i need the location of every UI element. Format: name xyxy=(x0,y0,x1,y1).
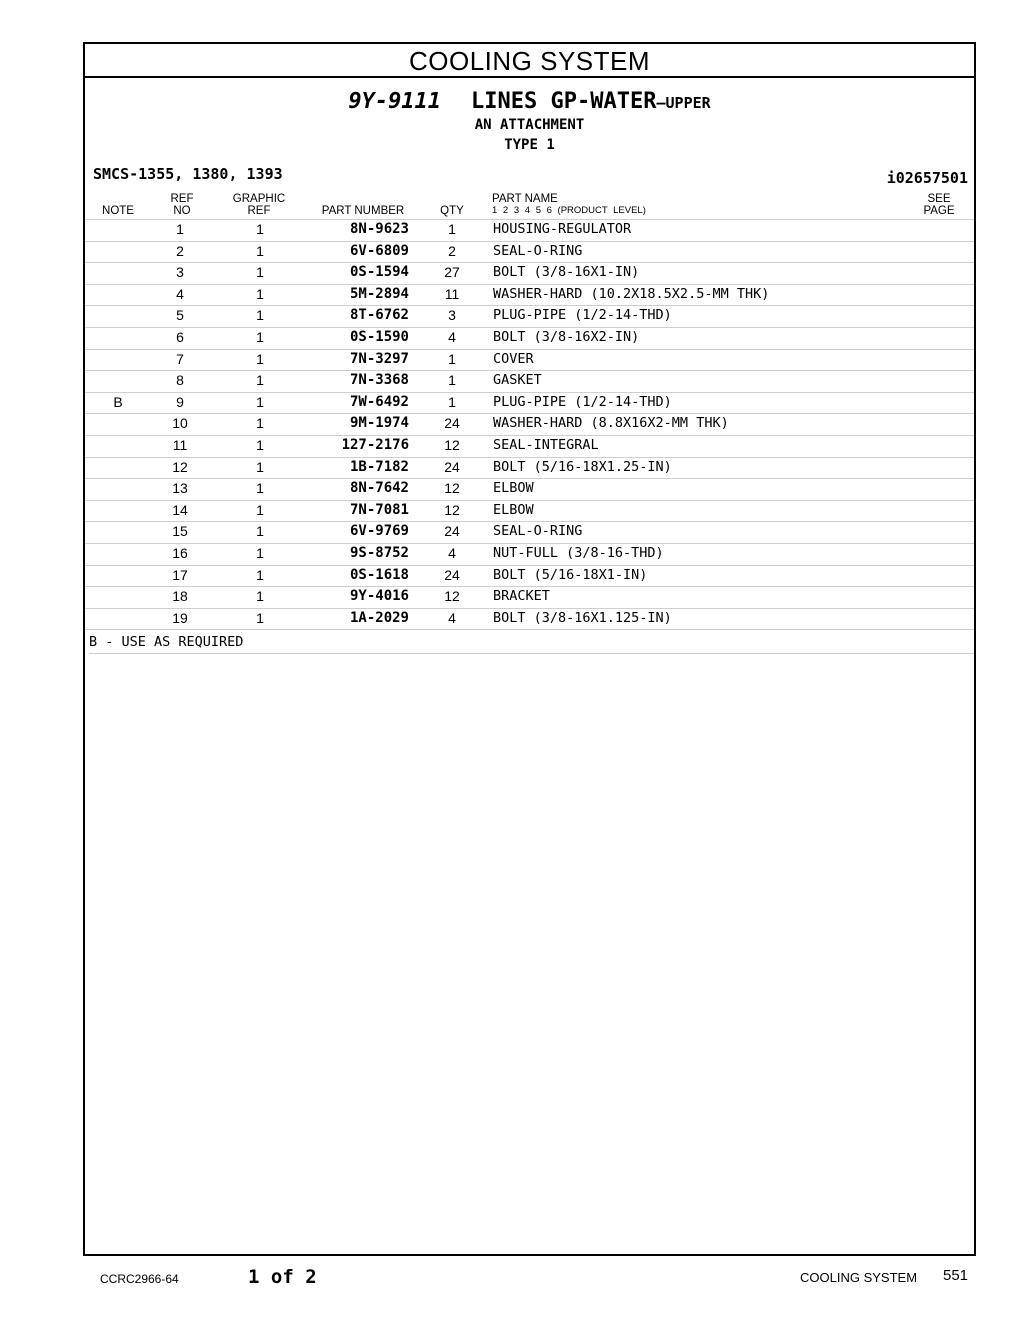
row-ref-no: 12 xyxy=(172,458,188,475)
group-name: LINES GP-WATER xyxy=(471,89,657,114)
header-see-bottom: PAGE xyxy=(923,205,955,217)
row-part-number: 0S-1594 xyxy=(349,264,409,281)
row-part-number: 9S-8752 xyxy=(349,544,409,561)
row-part-name: BOLT (5/16-18X1.25-IN) xyxy=(493,458,672,475)
row-qty: 24 xyxy=(444,458,460,475)
header-graphic-top: GRAPHIC xyxy=(232,193,286,205)
row-part-number: 6V-9769 xyxy=(349,523,409,540)
header-see-top: SEE xyxy=(927,193,951,205)
row-ref-no: 2 xyxy=(176,242,184,259)
row-qty: 12 xyxy=(444,480,460,497)
row-graphic-ref: 1 xyxy=(256,350,264,367)
table-row xyxy=(85,501,974,523)
row-part-number: 8N-9623 xyxy=(349,221,409,237)
header-note: NOTE xyxy=(102,205,134,217)
row-graphic-ref: 1 xyxy=(256,242,264,259)
row-qty: 12 xyxy=(444,588,460,605)
row-graphic-ref: 1 xyxy=(256,523,264,540)
row-qty: 3 xyxy=(448,307,456,324)
parts-table-body xyxy=(85,220,974,630)
group-title xyxy=(85,88,974,117)
row-graphic-ref: 1 xyxy=(256,372,264,389)
row-part-name: HOUSING-REGULATOR xyxy=(493,221,632,237)
row-graphic-ref: 1 xyxy=(256,566,264,583)
row-graphic-ref: 1 xyxy=(256,588,264,605)
row-ref-no: 5 xyxy=(176,307,184,324)
row-graphic-ref: 1 xyxy=(256,285,264,302)
row-note: B xyxy=(113,393,123,410)
row-ref-no: 14 xyxy=(172,501,188,518)
table-row xyxy=(85,436,974,458)
row-qty: 4 xyxy=(448,609,456,626)
type-line: TYPE 1 xyxy=(504,137,555,153)
row-graphic-ref: 1 xyxy=(256,221,264,237)
header-qty: QTY xyxy=(440,205,464,217)
row-part-number: 1A-2029 xyxy=(349,609,409,626)
group-suffix: —UPPER xyxy=(656,94,711,112)
row-part-name: GASKET xyxy=(493,372,542,389)
row-part-number: 9M-1974 xyxy=(349,415,409,432)
row-ref-no: 1 xyxy=(176,221,184,237)
table-row xyxy=(85,479,974,501)
row-qty: 1 xyxy=(448,393,456,410)
header-part-name: PART NAME xyxy=(492,193,558,205)
row-graphic-ref: 1 xyxy=(256,480,264,497)
row-qty: 4 xyxy=(448,544,456,561)
row-part-name: SEAL-INTEGRAL xyxy=(493,436,599,453)
page-of: 1 of 2 xyxy=(248,1266,317,1288)
document-id: CCRC2966-64 xyxy=(100,1272,179,1286)
row-graphic-ref: 1 xyxy=(256,544,264,561)
row-part-name: BRACKET xyxy=(493,588,550,605)
row-graphic-ref: 1 xyxy=(256,458,264,475)
footnote: B - USE AS REQUIRED xyxy=(89,633,974,654)
row-qty: 24 xyxy=(444,415,460,432)
page-number: 551 xyxy=(943,1267,969,1284)
row-part-number: 7W-6492 xyxy=(349,393,409,410)
smcs-codes: SMCS-1355, 1380, 1393 xyxy=(93,165,283,183)
row-part-name: PLUG-PIPE (1/2-14-THD) xyxy=(493,393,672,410)
row-ref-no: 4 xyxy=(176,285,184,302)
row-qty: 24 xyxy=(444,566,460,583)
table-row xyxy=(85,220,974,242)
row-graphic-ref: 1 xyxy=(256,501,264,518)
row-qty: 1 xyxy=(448,372,456,389)
row-qty: 4 xyxy=(448,328,456,345)
row-ref-no: 9 xyxy=(176,393,184,410)
row-part-name: BOLT (5/16-18X1-IN) xyxy=(493,566,648,583)
row-part-number: 0S-1590 xyxy=(349,328,409,345)
row-part-name: PLUG-PIPE (1/2-14-THD) xyxy=(493,307,672,324)
table-row xyxy=(85,285,974,307)
row-part-number: 8T-6762 xyxy=(349,307,409,324)
row-part-name: ELBOW xyxy=(493,480,534,497)
table-row xyxy=(85,566,974,588)
row-qty: 27 xyxy=(444,264,460,281)
row-graphic-ref: 1 xyxy=(256,328,264,345)
header-part-number: PART NUMBER xyxy=(321,205,405,217)
table-row xyxy=(85,414,974,436)
row-qty: 12 xyxy=(444,501,460,518)
table-row xyxy=(85,522,974,544)
table-row xyxy=(85,587,974,609)
row-qty: 24 xyxy=(444,523,460,540)
row-qty: 2 xyxy=(448,242,456,259)
row-part-number: 127-2176 xyxy=(341,436,409,453)
row-part-name: BOLT (3/8-16X1-IN) xyxy=(493,264,640,281)
row-part-number: 8N-7642 xyxy=(349,480,409,497)
row-part-name: SEAL-O-RING xyxy=(493,523,583,540)
row-part-name: COVER xyxy=(493,350,534,367)
row-ref-no: 3 xyxy=(176,264,184,281)
row-part-name: WASHER-HARD (10.2X18.5X2.5-MM THK) xyxy=(493,285,770,302)
row-part-number: 0S-1618 xyxy=(349,566,409,583)
row-ref-no: 17 xyxy=(172,566,188,583)
table-row xyxy=(85,544,974,566)
page-frame xyxy=(83,42,976,1256)
table-row xyxy=(85,609,974,631)
row-part-number: 7N-3368 xyxy=(349,372,409,389)
row-part-name: BOLT (3/8-16X2-IN) xyxy=(493,328,640,345)
illustration-id: i02657501 xyxy=(886,169,968,187)
table-row xyxy=(85,306,974,328)
table-row xyxy=(85,263,974,285)
row-graphic-ref: 1 xyxy=(256,264,264,281)
row-qty: 1 xyxy=(448,221,456,237)
table-row xyxy=(85,242,974,264)
section-title: COOLING SYSTEM xyxy=(85,44,974,78)
row-ref-no: 10 xyxy=(172,415,188,432)
row-part-name: SEAL-O-RING xyxy=(493,242,583,259)
row-part-number: 7N-3297 xyxy=(349,350,409,367)
table-row xyxy=(85,350,974,372)
header-graphic-bottom: REF xyxy=(247,205,271,217)
header-ref-top: REF xyxy=(170,193,194,205)
row-graphic-ref: 1 xyxy=(256,609,264,626)
row-ref-no: 18 xyxy=(172,588,188,605)
table-row xyxy=(85,393,974,415)
row-part-number: 5M-2894 xyxy=(349,285,409,302)
row-part-number: 6V-6809 xyxy=(349,242,409,259)
row-graphic-ref: 1 xyxy=(256,415,264,432)
table-row xyxy=(85,458,974,480)
row-ref-no: 8 xyxy=(176,372,184,389)
row-ref-no: 6 xyxy=(176,328,184,345)
row-part-name: NUT-FULL (3/8-16-THD) xyxy=(493,544,664,561)
row-part-name: ELBOW xyxy=(493,501,534,518)
table-row xyxy=(85,328,974,350)
row-ref-no: 7 xyxy=(176,350,184,367)
row-graphic-ref: 1 xyxy=(256,307,264,324)
parts-table-header xyxy=(85,192,974,220)
group-number: 9Y-9111 xyxy=(348,89,442,114)
table-row xyxy=(85,371,974,393)
row-part-number: 1B-7182 xyxy=(349,458,409,475)
row-ref-no: 13 xyxy=(172,480,188,497)
row-part-name: WASHER-HARD (8.8X16X2-MM THK) xyxy=(493,415,729,432)
row-ref-no: 16 xyxy=(172,544,188,561)
row-qty: 1 xyxy=(448,350,456,367)
footer-section: COOLING SYSTEM xyxy=(800,1270,918,1285)
row-graphic-ref: 1 xyxy=(256,436,264,453)
row-ref-no: 19 xyxy=(172,609,188,626)
row-ref-no: 15 xyxy=(172,523,188,540)
attachment-line: AN ATTACHMENT xyxy=(474,117,585,133)
row-qty: 12 xyxy=(444,436,460,453)
header-ref-bottom: NO xyxy=(173,205,191,217)
row-ref-no: 11 xyxy=(172,436,188,453)
row-part-number: 7N-7081 xyxy=(349,501,409,518)
header-product-levels: 1 2 3 4 5 6 (PRODUCT LEVEL) xyxy=(492,205,646,216)
row-part-name: BOLT (3/8-16X1.125-IN) xyxy=(493,609,672,626)
row-qty: 11 xyxy=(444,285,460,302)
row-graphic-ref: 1 xyxy=(256,393,264,410)
row-part-number: 9Y-4016 xyxy=(349,588,409,605)
